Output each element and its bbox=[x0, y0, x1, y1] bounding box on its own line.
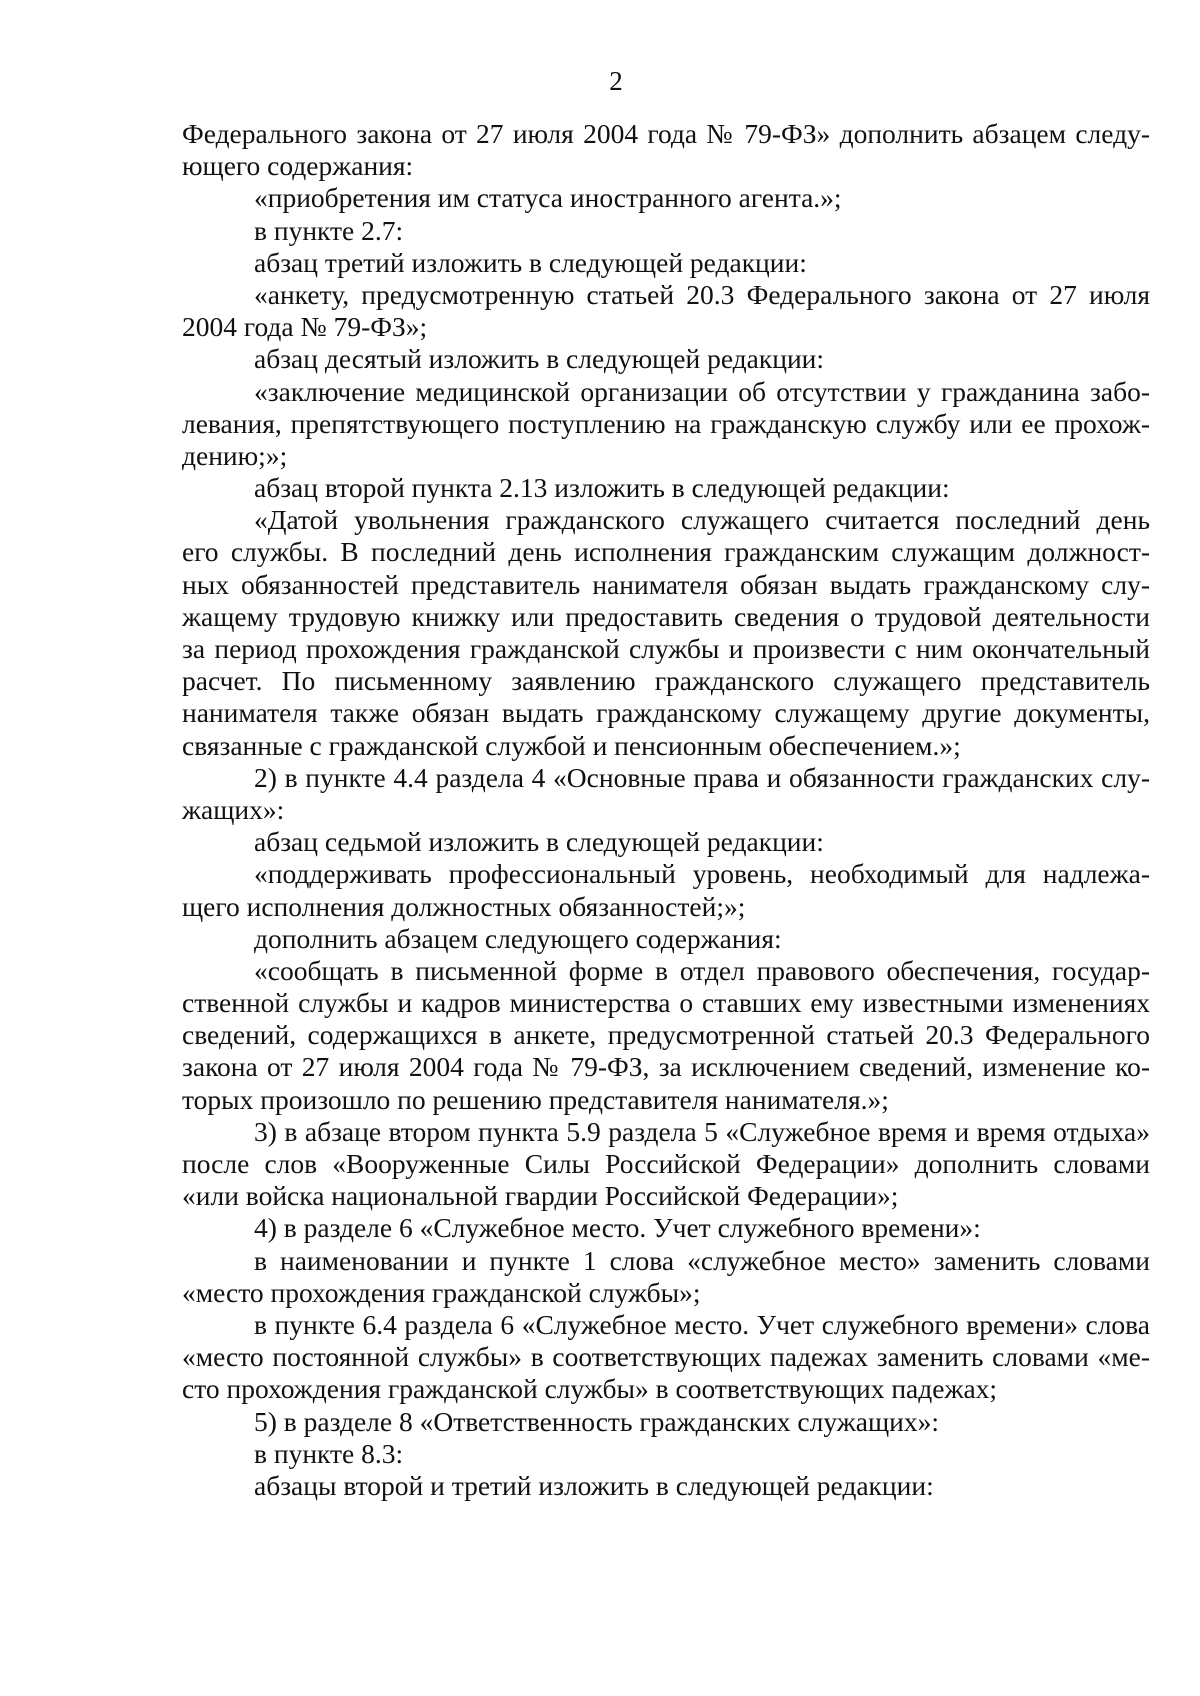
text-line: в наименовании и пункте 1 слова «служебное место» заменить словами bbox=[254, 1244, 1150, 1276]
text-line: дению;»; bbox=[182, 439, 288, 471]
text-line: «Датой увольнения гражданского служащего считается последний день bbox=[254, 504, 1150, 536]
text-line: 2004 года № 79-ФЗ»; bbox=[182, 311, 428, 343]
page-number: 2 bbox=[609, 66, 623, 96]
text-line: жащих»: bbox=[182, 793, 285, 825]
text-line: «место прохождения гражданской службы»; bbox=[182, 1276, 701, 1308]
text-line: сто прохождения гражданской службы» в соответствующих падежах; bbox=[182, 1373, 998, 1405]
text-line: «анкету, предусмотренную статьей 20.3 Федерального закона от 27 июля bbox=[254, 278, 1150, 310]
document-body bbox=[182, 118, 1150, 1502]
text-line: абзацы второй и третий изложить в следующей редакции: bbox=[254, 1469, 934, 1501]
text-line: 5) в разделе 8 «Ответственность гражданских служащих»: bbox=[254, 1405, 939, 1437]
text-line: торых произошло по решению представителя нанимателя.»; bbox=[182, 1083, 889, 1115]
text-line: закона от 27 июля 2004 года № 79-ФЗ, за исключением сведений, изменение ко- bbox=[182, 1051, 1150, 1083]
text-line: его службы. В последний день исполнения гражданским служащим должност- bbox=[182, 536, 1150, 568]
text-line: ных обязанностей представитель нанимателя обязан выдать гражданскому слу- bbox=[182, 568, 1150, 600]
text-line: 4) в разделе 6 «Служебное место. Учет служебного времени»: bbox=[254, 1212, 981, 1244]
text-line: ющего содержания: bbox=[182, 150, 414, 182]
text-line: абзац третий изложить в следующей редакции: bbox=[254, 246, 807, 278]
text-line: расчет. По письменному заявлению гражданского служащего представитель bbox=[182, 665, 1150, 697]
text-line: «сообщать в письменной форме в отдел правового обеспечения, государ- bbox=[254, 954, 1150, 986]
text-line: «или войска национальной гвардии Российской Федерации»; bbox=[182, 1180, 899, 1212]
text-line: сведений, содержащихся в анкете, предусмотренной статьей 20.3 Федерального bbox=[182, 1019, 1150, 1051]
text-line: ственной службы и кадров министерства о ставших ему известными изменениях bbox=[182, 987, 1150, 1019]
text-line: Федерального закона от 27 июля 2004 года № 79-ФЗ» дополнить абзацем следу- bbox=[182, 118, 1150, 149]
text-line: в пункте 6.4 раздела 6 «Служебное место. Учет служебного времени» слова bbox=[254, 1308, 1150, 1340]
text-line: за период прохождения гражданской службы и произвести с ним окончательный bbox=[182, 633, 1150, 664]
text-line: после слов «Вооруженные Силы Российской Федерации» дополнить словами bbox=[182, 1148, 1150, 1179]
text-line: жащему трудовую книжку или предоставить сведения о трудовой деятельности bbox=[182, 600, 1150, 632]
text-line: «место постоянной службы» в соответствующих падежах заменить словами «ме- bbox=[182, 1341, 1150, 1373]
text-line: левания, препятствующего поступлению на гражданскую службу или ее прохож- bbox=[182, 407, 1150, 439]
text-line: «заключение медицинской организации об отсутствии у гражданина забо- bbox=[254, 375, 1150, 407]
text-line: 3) в абзаце втором пункта 5.9 раздела 5 «Служебное время и время отдыха» bbox=[254, 1115, 1150, 1147]
text-line: в пункте 8.3: bbox=[254, 1437, 404, 1469]
text-line: абзац десятый изложить в следующей редакции: bbox=[254, 343, 825, 375]
text-line: щего исполнения должностных обязанностей;»; bbox=[182, 890, 746, 922]
text-line: абзац второй пункта 2.13 изложить в следующей редакции: bbox=[254, 472, 950, 504]
text-line: связанные с гражданской службой и пенсионным обеспечением.»; bbox=[182, 729, 961, 761]
text-line: дополнить абзацем следующего содержания: bbox=[254, 922, 782, 954]
text-line: «приобретения им статуса иностранного агента.»; bbox=[254, 182, 842, 214]
text-line: «поддерживать профессиональный уровень, необходимый для надлежа- bbox=[254, 858, 1150, 890]
text-line: в пункте 2.7: bbox=[254, 214, 404, 246]
text-line: 2) в пункте 4.4 раздела 4 «Основные права и обязанности гражданских слу- bbox=[254, 761, 1150, 793]
text-line: абзац седьмой изложить в следующей редакции: bbox=[254, 826, 824, 858]
text-line: нанимателя также обязан выдать гражданскому служащему другие документы, bbox=[182, 697, 1150, 729]
